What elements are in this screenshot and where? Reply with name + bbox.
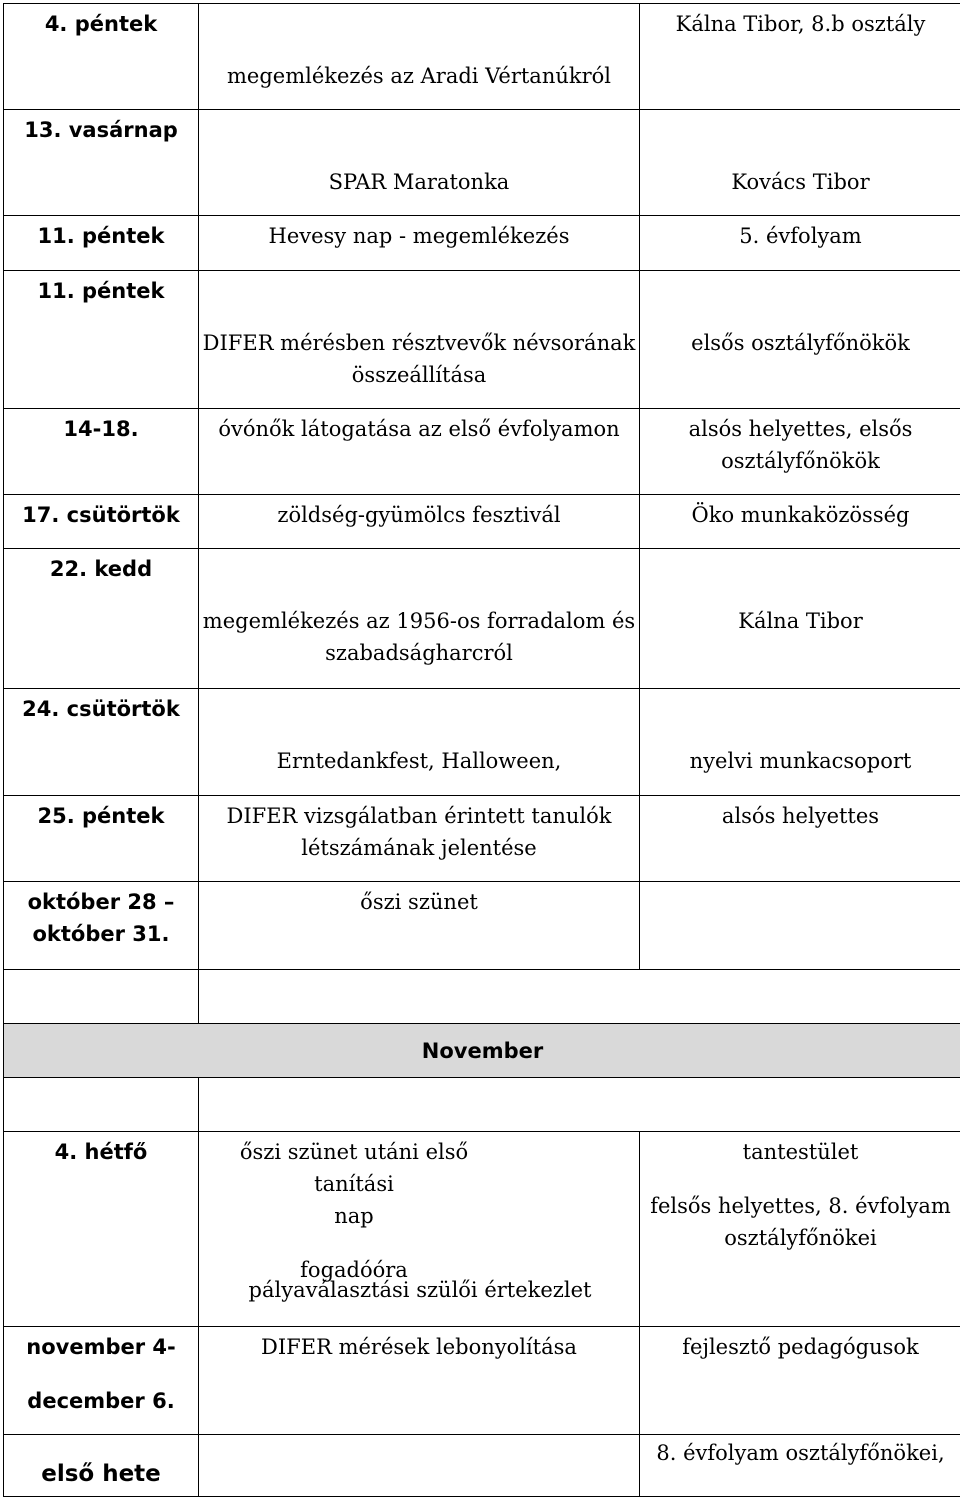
date-text: 4. hétfő [54, 1140, 148, 1165]
date-cell [4, 216, 199, 270]
date-text: 17. csütörtök [22, 502, 180, 527]
date-text: 25. péntek [37, 803, 165, 828]
responsible-text: tantestület [742, 1140, 859, 1165]
event-text: létszámának jelentése [301, 835, 537, 860]
responsible-text: Öko munkaközösség [691, 502, 910, 527]
date-cell [4, 494, 199, 548]
empty-cell [4, 1078, 199, 1132]
responsible-cell [640, 408, 960, 494]
event-text: óvónők látogatása az első évfolyamon [218, 416, 620, 441]
date-text: december 6. [27, 1388, 175, 1413]
event-cell [199, 494, 640, 548]
date-cell [4, 689, 199, 795]
responsible-cell [640, 1132, 960, 1326]
empty-cell [4, 969, 199, 1023]
date-cell [4, 270, 199, 408]
date-cell [4, 549, 199, 689]
event-text: őszi szünet [360, 889, 478, 914]
responsible-cell [640, 881, 960, 969]
table-row [4, 689, 960, 795]
month-heading: November [4, 1023, 960, 1077]
responsible-text: nyelvi munkacsoport [689, 749, 912, 774]
date-cell [4, 1326, 199, 1434]
table-row [4, 795, 960, 881]
event-cell [199, 110, 640, 216]
responsible-text: osztályfőnökök [721, 448, 880, 473]
event-text: Erntedankfest, Halloween, [276, 749, 562, 774]
date-cell [4, 795, 199, 881]
responsible-cell [640, 270, 960, 408]
event-text: összeállítása [351, 362, 487, 387]
event-cell [199, 1326, 640, 1434]
responsible-cell [640, 1434, 960, 1496]
event-text: megemlékezés az Aradi Vértanúkról [226, 64, 612, 88]
responsible-cell [640, 549, 960, 689]
responsible-text: Kovács Tibor [731, 170, 870, 195]
responsible-cell [640, 795, 960, 881]
event-text: őszi szünet utáni első tanítási [239, 1140, 469, 1197]
responsible-cell [640, 689, 960, 795]
empty-cell [199, 969, 960, 1023]
event-cell [199, 408, 640, 494]
event-text: SPAR Maratonka [328, 170, 510, 195]
date-cell [4, 408, 199, 494]
responsible-text: Kálna Tibor [738, 609, 863, 634]
date-text: november 4- [26, 1334, 176, 1359]
event-cell [199, 549, 640, 689]
event-cell [199, 270, 640, 408]
date-text: 13. vasárnap [24, 118, 178, 143]
event-cell [199, 4, 640, 110]
date-text: 11. péntek [37, 224, 165, 249]
event-text: DIFER mérések lebonyolítása [261, 1334, 577, 1359]
table-row [4, 1078, 960, 1132]
date-cell [4, 110, 199, 216]
empty-cell [199, 1078, 960, 1132]
table-row [4, 4, 960, 110]
event-text: zöldség-gyümölcs fesztivál [277, 502, 561, 527]
table-row [4, 969, 960, 1023]
event-text: DIFER vizsgálatban érintett tanulók [226, 803, 612, 828]
table-row [4, 1434, 960, 1496]
responsible-text: 8. évfolyam osztályfőnökei, [656, 1440, 945, 1465]
table-row [4, 270, 960, 408]
responsible-text: felsős helyettes, 8. évfolyam [650, 1194, 951, 1219]
event-cell [199, 795, 640, 881]
date-cell [4, 1434, 199, 1496]
event-text: megemlékezés az 1956-os forradalom és [202, 609, 636, 634]
table-row [4, 881, 960, 969]
month-row [4, 1023, 960, 1077]
responsible-text: fejlesztő pedagógusok [682, 1334, 919, 1359]
date-cell [4, 881, 199, 969]
event-cell [199, 1434, 640, 1496]
table-row [4, 216, 960, 270]
responsible-cell [640, 1326, 960, 1434]
responsible-text: osztályfőnökei [724, 1226, 877, 1251]
event-text: DIFER mérésben résztvevők névsorának [202, 330, 636, 355]
date-text: október 28 – [27, 889, 175, 914]
responsible-text: 5. évfolyam [739, 224, 862, 249]
event-text: nap [334, 1204, 374, 1229]
event-text: szabadságharcról [325, 641, 513, 666]
schedule-table [3, 3, 960, 1497]
date-text: első hete [41, 1461, 161, 1487]
table-row [4, 494, 960, 548]
event-cell [199, 216, 640, 270]
responsible-text: elsős osztályfőnökök [691, 330, 910, 355]
table-row [4, 110, 960, 216]
responsible-text: Kálna Tibor, 8.b osztály [675, 12, 926, 36]
event-text: fogadóóra [300, 1258, 408, 1283]
date-text: 14-18. [63, 416, 139, 441]
responsible-cell [640, 494, 960, 548]
responsible-text: alsós helyettes, elsős [688, 416, 913, 441]
date-text: 22. kedd [49, 557, 153, 582]
event-text-extra: pályaválasztási szülői értekezlet [248, 1278, 592, 1302]
responsible-cell [640, 4, 960, 110]
table-row [4, 408, 960, 494]
table-row [4, 549, 960, 689]
date-text: 11. péntek [37, 278, 165, 303]
event-cell [199, 689, 640, 795]
date-text: 24. csütörtök [22, 697, 180, 722]
responsible-cell [640, 110, 960, 216]
responsible-cell [640, 216, 960, 270]
date-text: október 31. [32, 921, 170, 946]
date-cell [4, 4, 199, 110]
table-row [4, 1326, 960, 1434]
event-cell [199, 881, 640, 969]
date-cell [4, 1132, 199, 1326]
date-text: 4. péntek [44, 12, 158, 36]
event-text: Hevesy nap - megemlékezés [268, 224, 570, 249]
responsible-text: alsós helyettes [721, 803, 880, 828]
